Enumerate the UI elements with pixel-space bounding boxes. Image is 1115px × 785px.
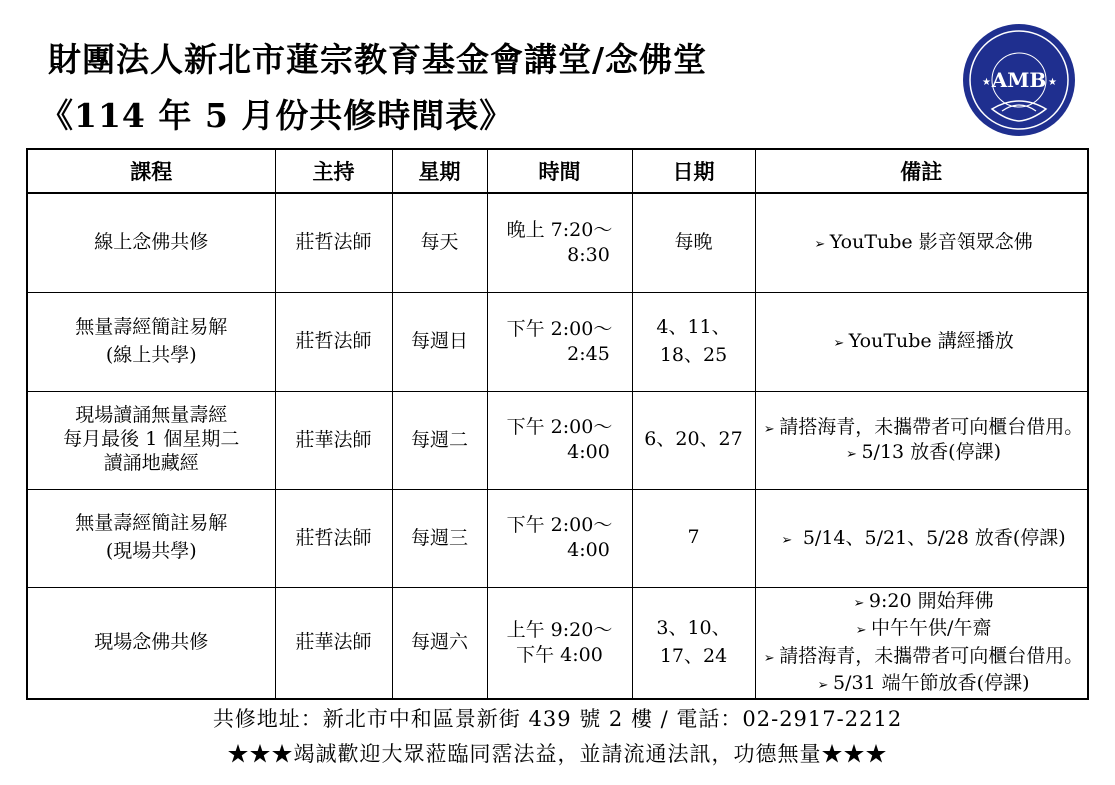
course-cell: 無量壽經簡註易解 (現場共學) [27, 489, 275, 587]
weekday-cell: 每週日 [392, 292, 487, 391]
time-cell: 下午 2:00～ 4:00 [487, 489, 632, 587]
host-cell: 莊華法師 [275, 587, 392, 699]
date-cell: 4、11、 18、25 [632, 292, 755, 391]
course-cell: 線上念佛共修 [27, 193, 275, 292]
note-item: ➢ YouTube 影音領眾念佛 [756, 230, 1088, 255]
arrow-bullet-icon: ➢ [763, 650, 775, 666]
page-subtitle: 《114 年 5 月份共修時間表》 [40, 96, 514, 135]
notes-cell [755, 587, 1088, 699]
host-cell: 莊哲法師 [275, 489, 392, 587]
course-cell: 現場讀誦無量壽經 每月最後 1 個星期二 讀誦地藏經 [27, 391, 275, 489]
course-cell: 無量壽經簡註易解 (線上共學) [27, 292, 275, 391]
arrow-bullet-icon: ➢ [781, 532, 793, 548]
table-row [27, 489, 1088, 587]
host-cell: 莊華法師 [275, 391, 392, 489]
table-row [27, 587, 1088, 699]
column-header-time: 時間 [487, 149, 632, 193]
note-item: ➢ 5/14、5/21、5/28 放香(停課) [756, 526, 1088, 551]
column-header-course: 課程 [27, 149, 275, 193]
arrow-bullet-icon: ➢ [853, 595, 865, 611]
welcome-slogan: ★★★竭誠歡迎大眾蒞臨同霑法益，並請流通法訊，功德無量★★★ [227, 742, 888, 766]
host-cell: 莊哲法師 [275, 292, 392, 391]
arrow-bullet-icon: ➢ [817, 678, 829, 694]
weekday-cell: 每週六 [392, 587, 487, 699]
note-item: ➢ YouTube 講經播放 [756, 329, 1088, 354]
weekday-cell: 每週三 [392, 489, 487, 587]
date-cell: 6、20、27 [632, 391, 755, 489]
column-header-notes: 備註 [755, 149, 1088, 193]
note-item: ➢ 請搭海青，未攜帶者可向櫃台借用。 [756, 415, 1088, 440]
arrow-bullet-icon: ➢ [846, 447, 857, 462]
arrow-bullet-icon: ➢ [855, 623, 867, 639]
weekday-cell: 每天 [392, 193, 487, 292]
date-cell: 3、10、 17、24 [632, 587, 755, 699]
column-header-weekday: 星期 [392, 149, 487, 193]
column-header-host: 主持 [275, 149, 392, 193]
note-item: ➢ 請搭海青，未攜帶者可向櫃台借用。 [756, 643, 1088, 671]
note-item: ➢ 9:20 開始拜佛 [756, 588, 1088, 616]
weekday-cell: 每週二 [392, 391, 487, 489]
time-cell: 上午 9:20～ 下午 4:00 [487, 587, 632, 699]
table-row [27, 391, 1088, 489]
course-cell: 現場念佛共修 [27, 587, 275, 699]
note-item: ➢ 5/31 端午節放香(停課) [756, 670, 1088, 698]
column-header-date: 日期 [632, 149, 755, 193]
page-title: 財團法人新北市蓮宗教育基金會講堂/念佛堂 [48, 40, 708, 79]
arrow-bullet-icon: ➢ [833, 336, 845, 352]
time-cell: 晚上 7:20～ 8:30 [487, 193, 632, 292]
notes-cell [755, 292, 1088, 391]
schedule-table [26, 148, 1089, 700]
table-row [27, 292, 1088, 391]
table-row [27, 193, 1088, 292]
arrow-bullet-icon: ➢ [763, 422, 775, 438]
notes-cell [755, 489, 1088, 587]
date-cell: 7 [632, 489, 755, 587]
host-cell: 莊哲法師 [275, 193, 392, 292]
date-cell: 每晚 [632, 193, 755, 292]
address-line: 共修地址：新北市中和區景新街 439 號 2 樓 / 電話：02-2917-2212 [212, 707, 903, 731]
foundation-logo [962, 23, 1076, 137]
arrow-bullet-icon: ➢ [814, 237, 826, 253]
svg-text:★: ★ [1048, 77, 1057, 88]
table-header-row [27, 149, 1088, 193]
svg-text:★: ★ [982, 77, 991, 88]
time-cell: 下午 2:00～ 4:00 [487, 391, 632, 489]
notes-cell [755, 193, 1088, 292]
note-item: ➢ 中午午供/午齋 [756, 615, 1088, 643]
time-cell: 下午 2:00～ 2:45 [487, 292, 632, 391]
notes-cell [755, 391, 1088, 489]
note-item: ➢ 5/13 放香(停課) [756, 440, 1088, 465]
logo-text: AMB [991, 68, 1047, 92]
